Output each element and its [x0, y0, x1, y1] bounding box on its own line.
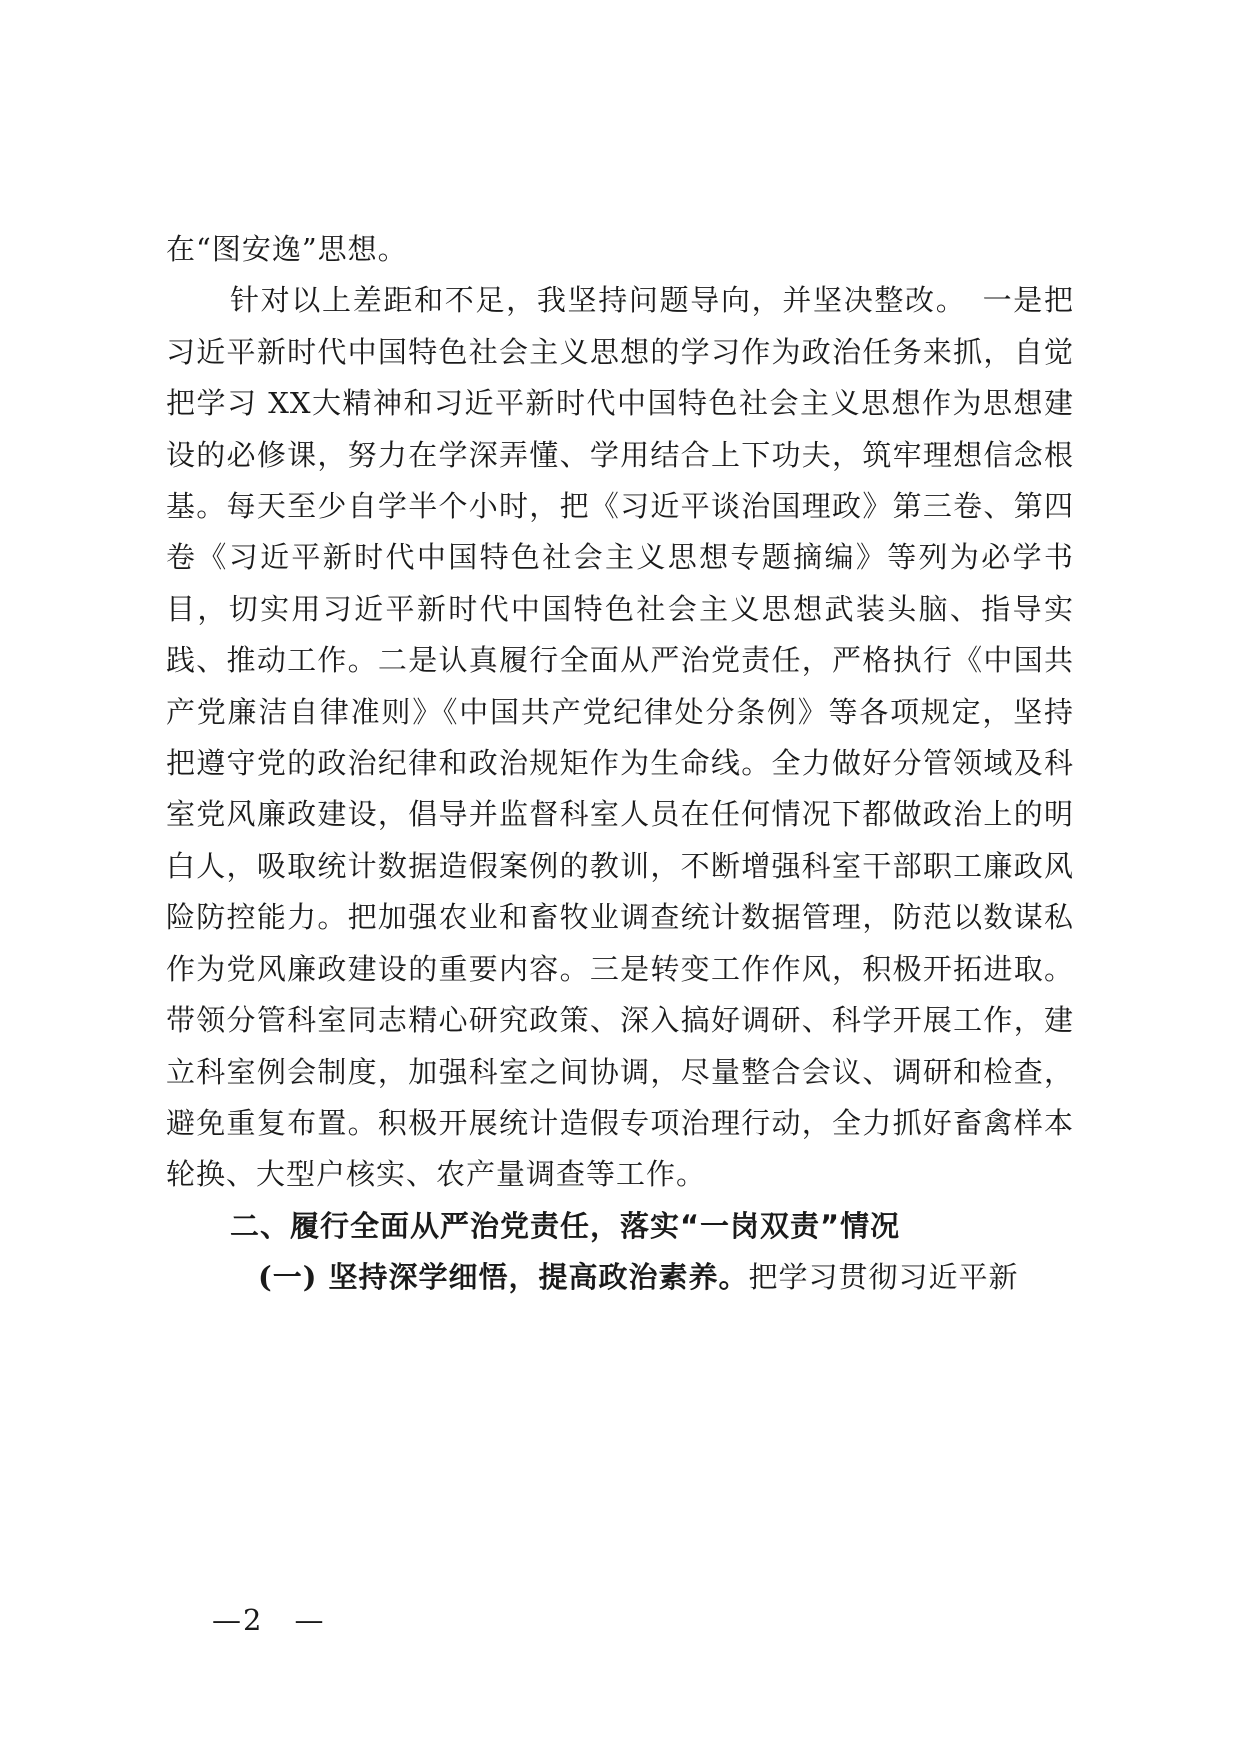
page-number: —2 — — [212, 1603, 326, 1637]
subsection-text: 把学习贯彻习近平新 — [748, 1260, 1019, 1295]
document-body — [166, 224, 1074, 1304]
paragraph-rectification: 针对以上差距和不足，我坚持问题导向，并坚决整改。 一是把习近平新时代中国特色社会主义思想的学习作为政治任务来抓，自觉把学习 XX大精神和习近平新时代中国特色社会主义思想作为思想建设的必修课，努力在学深弄懂、学用结合上下功夫，筑牢理想信念根基。每天至少自学半个小时，把《习近平谈治国理政》第三卷、第四卷《习近平新时代中国特色社会主义思想专题摘编》等列为必学书目，切实用习近平新时代中国特色社会主义思想武装头脑、指导实践、推动工作。二是认真履行全面从严治党责任，严格执行《中国共产党廉洁自律准则》《中国共产党纪律处分条例》等各项规定，坚持把遵守党的政治纪律和政治规矩作为生命线。全力做好分管领域及科室党风廉政建设，倡导并监督科室人员在任何情况下都做政治上的明白人，吸取统计数据造假案例的教训，不断增强科室干部职工廉政风险防控能力。把加强农业和畜牧业调查统计数据管理，防范以数谋私作为党风廉政建设的重要内容。三是转变工作作风，积极开拓进取。带领分管科室同志精心研究政策、深入搞好调研、科学开展工作，建立科室例会制度，加强科室之间协调，尽量整合会议、调研和检查，避免重复布置。积极开展统计造假专项治理行动，全力抓好畜禽样本轮换、大型户核实、农产量调查等工作。 — [166, 283, 1074, 1192]
paragraph-continuation: 在“图安逸”思想。 — [166, 232, 408, 266]
section-heading: 二、履行全面从严治党责任，落实“一岗双责”情况 — [230, 1208, 901, 1243]
subsection-title: (一) 坚持深学细悟，提高政治素养。 — [258, 1260, 749, 1295]
subsection-paragraph — [166, 1252, 1074, 1303]
